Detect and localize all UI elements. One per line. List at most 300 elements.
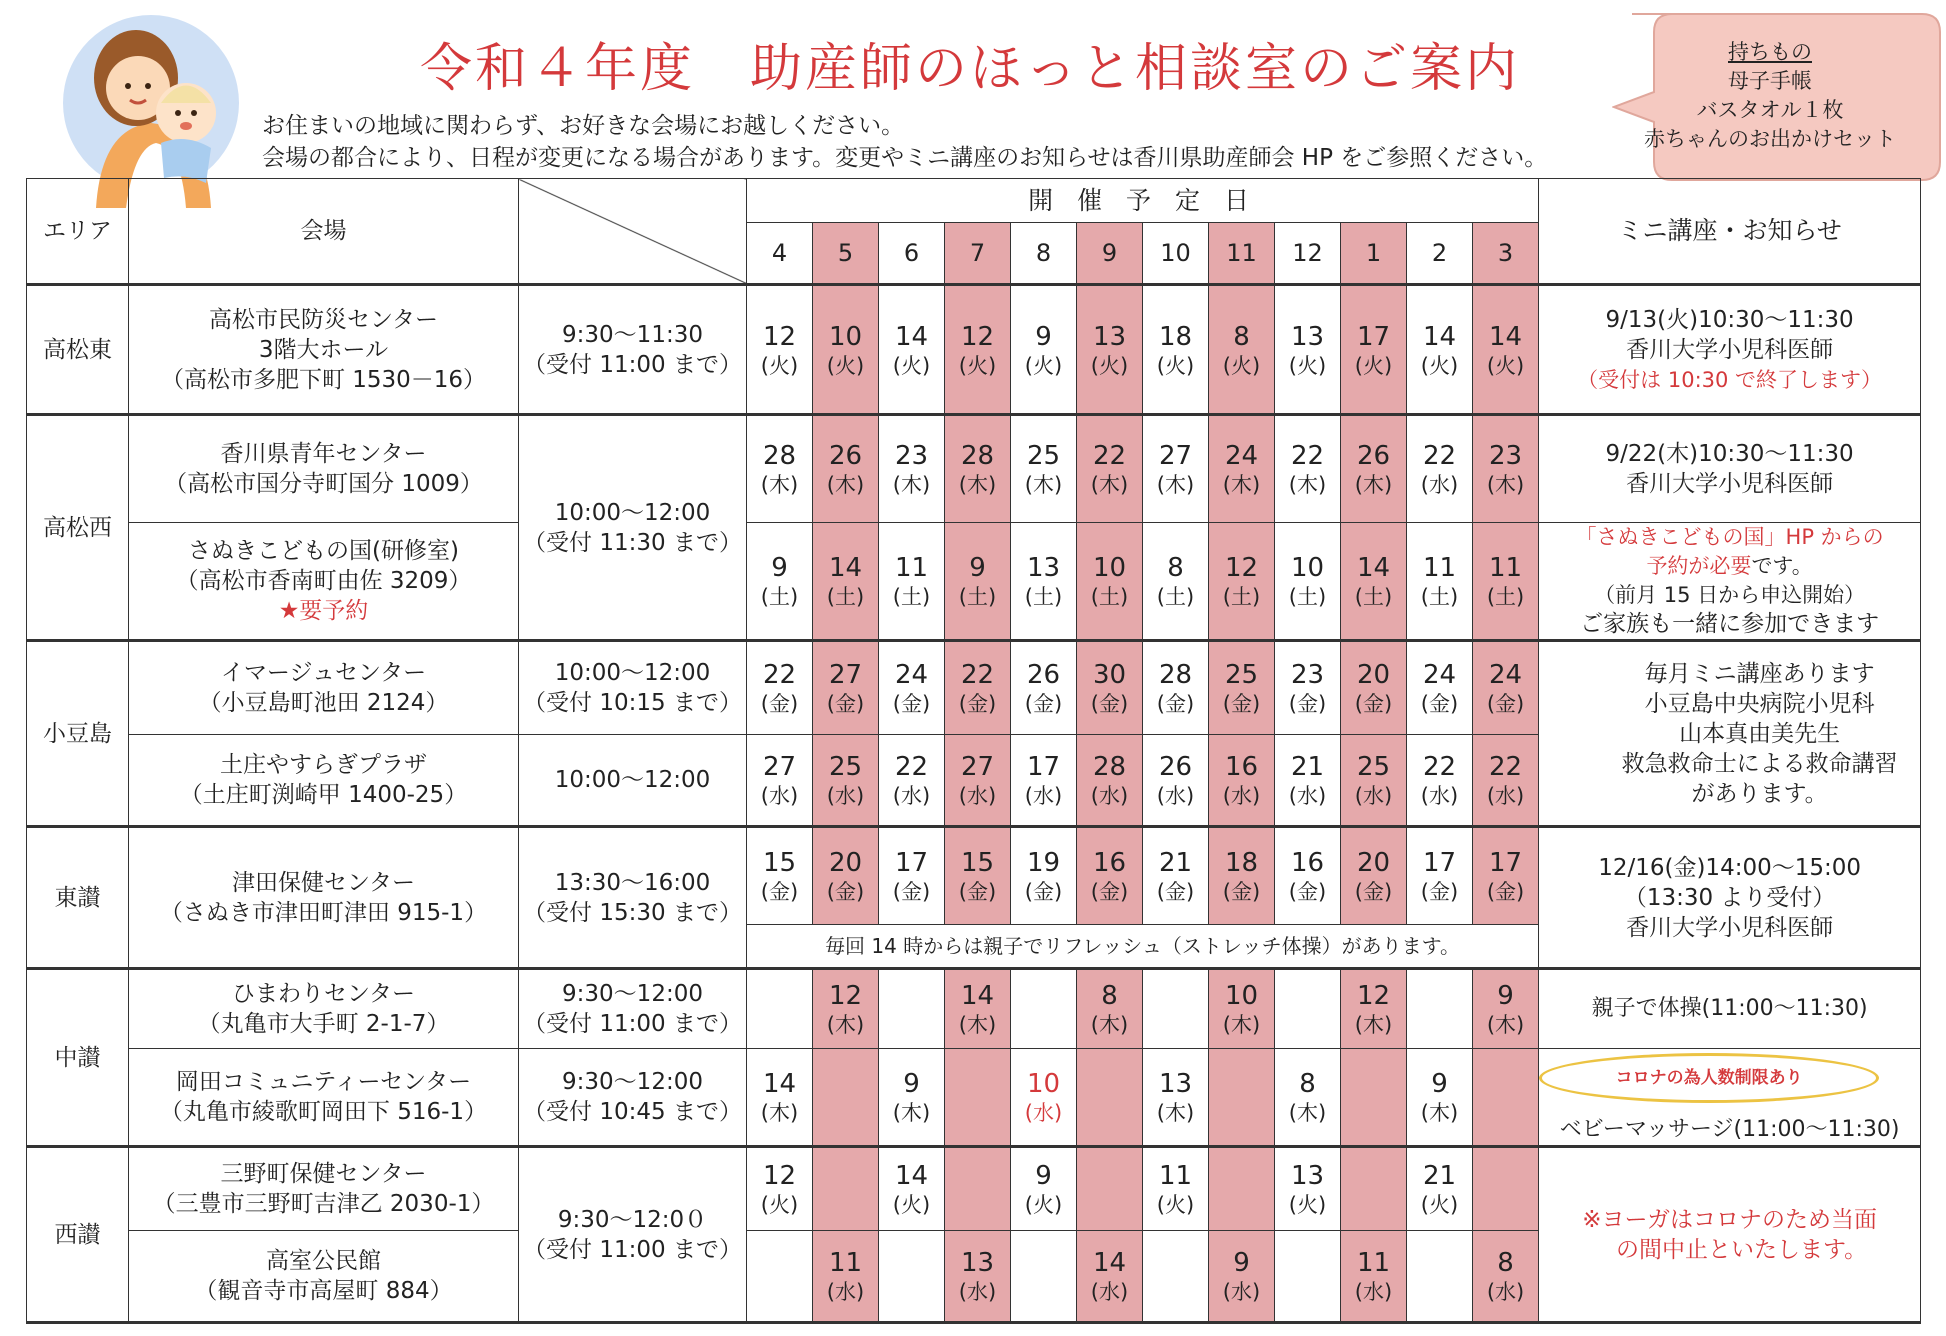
date-cell [1275,969,1341,1049]
date-day: 11 [1489,553,1523,583]
date-weekday: (木) [1354,1013,1393,1037]
date-day: 17 [1026,752,1061,782]
date-weekday: (水) [1420,784,1459,808]
date-day: 14 [1489,321,1523,352]
venue-address: （さぬき市津田町津田 915-1） [159,899,488,926]
date-cell [1143,1147,1209,1231]
venue-name: 岡田コミュニティーセンター [175,1069,472,1095]
venue-address: （土庄町渕崎甲 1400-25） [179,782,468,808]
date-weekday: (土) [1090,585,1129,609]
venue-cell [129,1147,519,1231]
venue-cell [129,735,519,827]
venue-cell [129,523,519,641]
date-day: 17 [1489,848,1523,878]
date-weekday: (木) [1486,1013,1525,1037]
info-line: があります。 [1691,780,1828,807]
date-cell [1275,735,1341,827]
date-weekday: (水) [1288,784,1327,808]
date-day: 21 [1290,752,1325,782]
venue-name: 高松市民防災センター [208,306,439,333]
date-weekday: (水) [1090,784,1129,808]
date-day: 28 [1092,752,1127,782]
info-line: ご家族も一緒に参加できます [1580,611,1880,637]
date-cell [1407,735,1473,827]
venue-address: （観音寺市高屋町 884） [194,1278,453,1304]
header-info: ミニ講座・お知らせ [1539,179,1921,285]
month-header: 6 [879,223,945,285]
info-line: （13:30 より受付） [1623,884,1836,911]
date-weekday: (土) [958,585,997,609]
date-day: 13 [960,1248,995,1278]
date-day: 23 [1290,660,1325,690]
date-cell [1341,735,1407,827]
info-line: 9/13(火)10:30～11:30 [1605,306,1854,333]
info-warning: （受付は 10:30 で終了します） [1577,367,1883,392]
page-title: 令和４年度 助産師のほっと相談室のご案内 [420,39,1521,99]
date-weekday: (火) [1090,353,1129,378]
date-cell [945,415,1011,523]
date-day: 14 [894,1161,929,1191]
month-header: 3 [1473,223,1539,285]
venue-address: （丸亀市大手町 2-1-7） [197,1011,450,1037]
date-cell [813,735,879,827]
venue-name: 土庄やすらぎプラザ [220,752,427,778]
time-range: 10:00～12:00 [554,499,711,526]
date-cell [1341,969,1407,1049]
date-weekday: (木) [1024,473,1063,497]
date-weekday: (金) [1354,692,1393,716]
date-weekday: (木) [892,473,931,497]
info-line: 香川大学小児科医師 [1626,914,1834,941]
time-reception: （受付 11:00 まで） [523,351,742,378]
venue-address: （高松市多肥下町 1530－16） [160,366,487,393]
date-cell [879,735,945,827]
date-day: 16 [1092,848,1127,878]
date-day: 12 [762,1161,797,1191]
date-day: 13 [1158,1069,1193,1099]
date-cell [747,969,813,1049]
time-range: 13:30～16:00 [554,869,711,896]
date-cell [1011,415,1077,523]
date-weekday: (金) [1090,692,1129,716]
venue-name: 津田保健センター [231,869,416,896]
info-cell [1539,285,1921,415]
date-day: 13 [1092,321,1127,352]
date-day: 9 [1035,321,1052,352]
date-cell [747,735,813,827]
date-cell [747,1147,813,1231]
date-day: 14 [828,553,863,583]
time-reception: （受付 11:00 まで） [523,1011,742,1037]
info-line: 12/16(金)14:00～15:00 [1598,854,1861,881]
date-day: 26 [1356,441,1391,471]
date-day: 11 [894,553,929,583]
date-day: 27 [762,752,797,782]
date-weekday: (火) [892,1193,931,1217]
date-day: 25 [1224,660,1259,690]
date-day: 21 [1158,848,1193,878]
date-day: 9 [1431,1069,1448,1099]
date-day: 9 [1035,1161,1052,1191]
date-cell [813,285,879,415]
date-day: 17 [1356,321,1391,352]
date-cell [747,1049,813,1147]
date-weekday: (金) [1420,880,1459,904]
date-cell [1209,735,1275,827]
date-day: 23 [894,441,929,471]
date-weekday: (水) [826,784,865,808]
date-day: 21 [1422,1161,1457,1191]
venue-cell [129,415,519,523]
date-weekday: (土) [1288,585,1327,609]
time-range: 9:30～11:30 [562,321,703,348]
date-cell [1341,1049,1407,1147]
date-weekday: (水) [1222,1280,1261,1304]
time-range: 9:30～12:00 [562,981,703,1007]
date-day: 22 [1422,441,1457,471]
info-line: 小豆島中央病院小児科 [1644,690,1875,717]
venue-address: （丸亀市綾歌町岡田下 516-1） [159,1099,488,1125]
month-header: 9 [1077,223,1143,285]
info-line: 毎月ミニ講座あります [1644,660,1875,687]
header-venue: 会場 [129,179,519,285]
date-day: 11 [1422,553,1457,583]
date-day: 20 [1356,660,1391,690]
date-cell [879,641,945,735]
date-day: 15 [960,848,995,878]
month-header: 10 [1143,223,1209,285]
date-day: 27 [828,660,863,690]
date-weekday: (木) [1222,1013,1261,1037]
date-cell [1275,641,1341,735]
date-day: 26 [1026,660,1061,690]
date-cell [879,523,945,641]
date-cell [813,1049,879,1147]
date-cell [1143,735,1209,827]
date-day: 12 [762,321,797,352]
date-cell [879,285,945,415]
area-label: 高松東 [27,285,129,415]
date-weekday: (木) [1090,1013,1129,1037]
date-cell [1143,415,1209,523]
date-day: 25 [1026,441,1061,471]
info-cell: 親子で体操(11:00～11:30) [1539,969,1921,1049]
bring-item: バスタオル１枚 [1696,98,1844,122]
tsuda-note: 毎回 14 時からは親子でリフレッシュ（ストレッチ体操）があります。 [747,925,1539,969]
date-day: 25 [828,752,863,782]
date-day: 9 [903,1069,920,1099]
month-header: 4 [747,223,813,285]
venue-cell [129,1049,519,1147]
date-weekday: (金) [958,692,997,716]
date-day: 27 [960,752,995,782]
info-line: ベビーマッサージ(11:00～11:30) [1559,1117,1900,1142]
date-cell [879,1049,945,1147]
date-day: 16 [1290,848,1325,878]
venue-cell [129,827,519,969]
date-weekday: (水) [1222,784,1261,808]
date-cell [1077,641,1143,735]
date-cell [747,415,813,523]
date-cell [813,415,879,523]
date-day: 12 [960,321,995,352]
date-day: 24 [1422,660,1457,690]
date-cell [1209,1049,1275,1147]
venue-name: ひまわりセンター [231,981,416,1007]
date-day: 8 [1497,1248,1514,1278]
venue-name: さぬきこどもの国(研修室) [188,538,459,564]
date-day: 27 [1158,441,1193,471]
date-weekday: (木) [1486,473,1525,497]
date-cell [1473,1231,1539,1323]
date-weekday: (木) [1288,473,1327,497]
date-cell [1407,523,1473,641]
date-cell [1341,641,1407,735]
date-day: 22 [1489,752,1523,782]
date-weekday: (火) [1420,1193,1459,1217]
date-day: 20 [828,848,863,878]
date-cell [1407,1049,1473,1147]
date-cell [945,827,1011,925]
date-cell [747,827,813,925]
info-cell [1539,415,1921,523]
date-weekday: (金) [826,692,865,716]
date-cell [945,1147,1011,1231]
date-cell [1473,641,1539,735]
date-weekday: (火) [760,1193,799,1217]
time-range: 10:00～12:00 [554,660,711,686]
date-cell [1407,415,1473,523]
date-cell [1407,827,1473,925]
date-weekday: (木) [826,1013,865,1037]
venue-address: （高松市国分寺町国分 1009） [164,471,483,497]
date-cell [1407,1147,1473,1231]
date-weekday: (土) [1156,585,1195,609]
date-weekday: (金) [1288,880,1327,904]
date-weekday: (土) [826,585,865,609]
date-weekday: (金) [760,692,799,716]
venue-name: 香川県青年センター [220,441,427,467]
date-cell [1209,285,1275,415]
date-day: 24 [894,660,929,690]
date-cell [879,1231,945,1323]
date-weekday: (金) [1486,692,1525,716]
date-weekday: (土) [1024,585,1063,609]
date-cell [1407,285,1473,415]
date-weekday: (金) [1024,880,1063,904]
date-weekday: (火) [1486,353,1525,378]
date-cell [1077,415,1143,523]
info-line: 9/22(木)10:30～11:30 [1605,441,1854,467]
date-weekday: (水) [1354,1280,1393,1304]
date-day: 26 [828,441,863,471]
date-cell [945,735,1011,827]
time-range: 9:30～12:00 [562,1069,703,1095]
date-weekday: (土) [1420,585,1459,609]
date-cell [1011,641,1077,735]
date-cell [813,641,879,735]
date-day: 9 [1233,1248,1250,1278]
date-cell [879,969,945,1049]
area-label: 西讃 [27,1147,129,1323]
bring-heading: 持ちもの [1728,40,1812,64]
date-day: 11 [1158,1161,1193,1191]
date-cell [1473,735,1539,827]
date-cell [1011,735,1077,827]
date-day: 12 [1356,981,1391,1011]
date-weekday: (水) [958,784,997,808]
time-reception: （受付 11:30 まで） [523,529,742,556]
date-day: 10 [1290,553,1325,583]
date-weekday: (水) [1090,1280,1129,1304]
date-cell [1077,285,1143,415]
venue-name: 高室公民館 [266,1248,381,1274]
date-day: 8 [1299,1069,1316,1099]
bring-item: 母子手帳 [1728,69,1812,93]
month-header: 1 [1341,223,1407,285]
date-day: 22 [1422,752,1457,782]
date-cell [1077,735,1143,827]
date-weekday: (木) [826,473,865,497]
date-cell [747,1231,813,1323]
date-cell [945,1049,1011,1147]
date-weekday: (火) [1288,1193,1327,1217]
date-weekday: (火) [1354,353,1393,378]
date-cell [1275,1049,1341,1147]
reservation-required: ★要予約 [278,598,369,624]
time-cell [519,1049,747,1147]
date-day: 22 [762,660,797,690]
date-day: 9 [969,553,986,583]
date-day: 14 [762,1069,797,1099]
venue-address: （三豊市三野町吉津乙 2030-1） [152,1191,495,1217]
time-cell [519,285,747,415]
date-day: 9 [771,553,788,583]
header-schedule: 開 催 予 定 日 [747,179,1539,223]
date-cell [1407,1231,1473,1323]
intro-line: お住まいの地域に関わらず、お好きな会場にお越しください。 [262,113,905,139]
date-cell [1209,523,1275,641]
date-cell [1275,1231,1341,1323]
venue-cell [129,285,519,415]
date-weekday: (土) [1354,585,1393,609]
bring-item: 赤ちゃんのお出かけセット [1644,127,1896,151]
date-day: 26 [1158,752,1193,782]
bring-items [1620,38,1920,154]
date-cell [1077,827,1143,925]
date-weekday: (木) [958,473,997,497]
date-weekday: (火) [1156,353,1195,378]
date-weekday: (火) [1024,1193,1063,1217]
date-weekday: (土) [760,585,799,609]
date-weekday: (金) [1354,880,1393,904]
date-cell [879,827,945,925]
month-header: 11 [1209,223,1275,285]
date-weekday: (火) [1420,353,1459,378]
date-weekday: (木) [892,1101,931,1125]
date-weekday: (木) [760,1101,799,1125]
date-day: 23 [1489,441,1523,471]
date-weekday: (水) [1420,473,1459,497]
date-cell [1011,1147,1077,1231]
month-header: 2 [1407,223,1473,285]
date-cell [1011,969,1077,1049]
date-day: 18 [1224,848,1259,878]
date-weekday: (土) [1222,585,1261,609]
date-day: 17 [1422,848,1457,878]
date-cell [1209,1231,1275,1323]
date-weekday: (金) [958,880,997,904]
date-day: 13 [1290,321,1325,352]
info-cell [1539,641,1921,827]
time-reception: （受付 10:45 まで） [523,1099,742,1125]
date-weekday: (水) [1354,784,1393,808]
time-cell [519,827,747,969]
date-weekday: (木) [1222,473,1261,497]
date-cell [1275,415,1341,523]
date-day: 8 [1101,981,1118,1011]
header-time-diagonal [519,179,747,285]
date-cell [1011,1049,1077,1147]
info-line: 救急救命士による救命講習 [1621,750,1898,777]
capacity-notice: コロナの為人数制限あり [1615,1068,1803,1088]
date-cell [1275,1147,1341,1231]
date-weekday: (金) [892,880,931,904]
date-weekday: (金) [1486,880,1525,904]
date-weekday: (金) [1156,880,1195,904]
date-day: 12 [1224,553,1259,583]
date-cell [1143,523,1209,641]
time-reception: （受付 15:30 まで） [523,899,742,926]
date-weekday: (木) [1288,1101,1327,1125]
info-cell [1539,523,1921,641]
date-cell [1143,827,1209,925]
date-cell [1143,1049,1209,1147]
date-weekday: (水) [1156,784,1195,808]
info-warning: ※ヨーガはコロナのため当面 [1582,1206,1878,1233]
date-cell [1077,1147,1143,1231]
date-day: 28 [960,441,995,471]
date-weekday: (水) [1486,1280,1525,1304]
info-warning: 予約が必要 [1646,554,1752,578]
date-cell [879,1147,945,1231]
venue-name: イマージュセンター [220,660,427,686]
date-day: 9 [1497,981,1514,1011]
date-weekday: (木) [1156,1101,1195,1125]
date-weekday: (金) [1024,692,1063,716]
date-weekday: (水) [760,784,799,808]
date-day: 14 [960,981,995,1011]
info-warning: 「さぬきこどもの国」HP からの [1575,525,1884,549]
venue-cell [129,641,519,735]
time-cell [519,735,747,827]
area-label: 東讃 [27,827,129,969]
date-cell [945,523,1011,641]
date-cell [813,969,879,1049]
date-cell [813,523,879,641]
date-day: 14 [1092,1248,1127,1278]
venue-name: 三野町保健センター [220,1161,427,1187]
date-weekday: (水) [958,1280,997,1304]
date-day: 10 [1224,981,1259,1011]
date-cell [1011,827,1077,925]
date-cell [945,641,1011,735]
date-weekday: (金) [1156,692,1195,716]
date-weekday: (火) [958,353,997,378]
date-day: 25 [1356,752,1391,782]
date-day: 18 [1158,321,1193,352]
date-weekday: (水) [892,784,931,808]
